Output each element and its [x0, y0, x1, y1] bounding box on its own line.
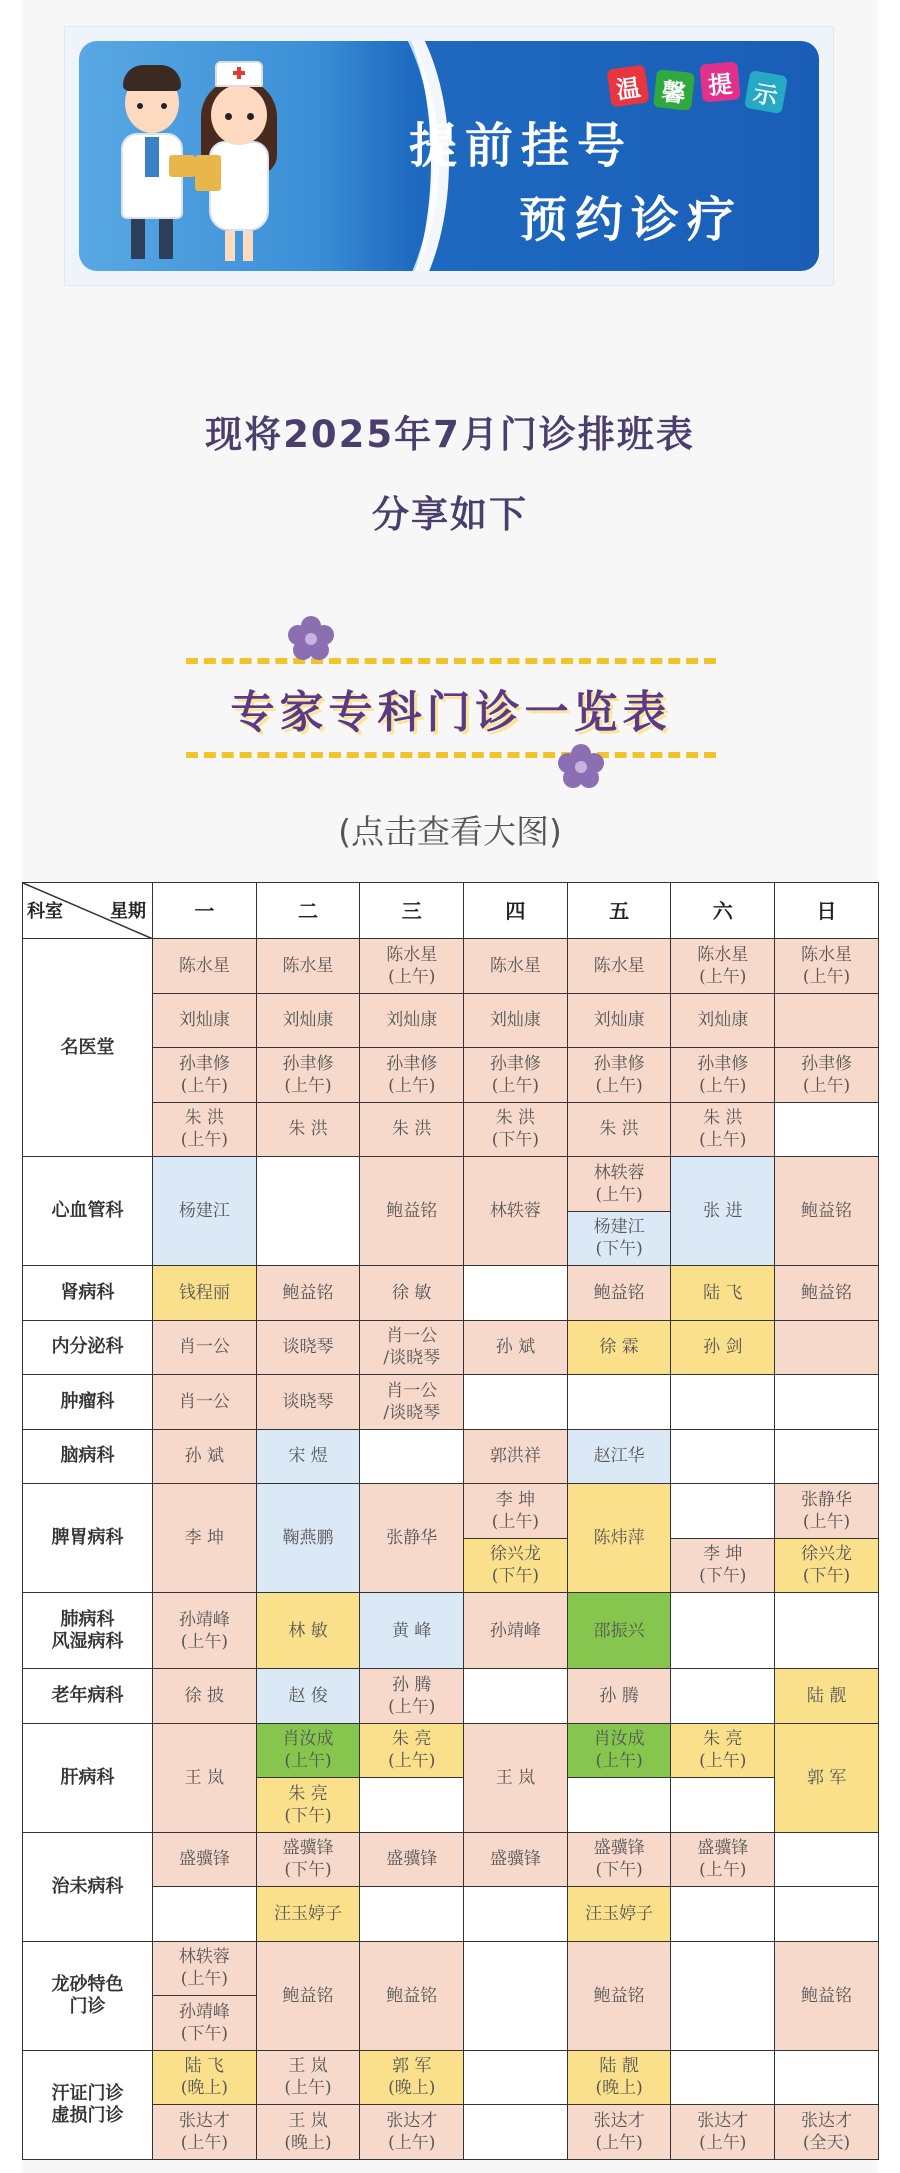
schedule-cell: 朱 洪 — [256, 1102, 360, 1157]
schedule-cell-empty — [671, 1429, 775, 1484]
schedule-cell: 鲍益铭 — [256, 1941, 360, 2050]
schedule-cell: 陈水星 (上午) — [775, 939, 879, 994]
schedule-cell: 孙 腾 — [567, 1669, 671, 1724]
schedule-cell: 王 岚 — [153, 1723, 257, 1832]
schedule-cell: 陈水星 — [464, 939, 568, 994]
schedule-cell: 鞠燕鹏 — [256, 1484, 360, 1593]
table-row — [23, 1375, 879, 1430]
day-header: 一 — [153, 883, 257, 939]
schedule-cell: 陈水星 (上午) — [671, 939, 775, 994]
schedule-cell: 孙聿修 (上午) — [671, 1048, 775, 1103]
dept-zhiwei: 治未病科 — [23, 1832, 153, 1941]
tip-char: 温 — [607, 65, 650, 108]
section-header — [186, 652, 716, 762]
schedule-cell: 朱 洪 (上午) — [671, 1102, 775, 1157]
table-row — [23, 1669, 879, 1724]
schedule-cell: 鲍益铭 — [567, 1941, 671, 2050]
schedule-cell: 杨建江 (下午) — [567, 1211, 671, 1266]
schedule-cell-empty — [360, 1778, 464, 1833]
schedule-cell: 徐 披 — [153, 1669, 257, 1724]
schedule-cell: 朱 洪 — [360, 1102, 464, 1157]
schedule-cell-empty — [464, 2105, 568, 2160]
schedule-cell-empty — [464, 1266, 568, 1321]
schedule-cell: 鲍益铭 — [360, 1157, 464, 1266]
schedule-cell: 朱 亮 (上午) — [671, 1723, 775, 1778]
schedule-cell: 肖汝成 (上午) — [567, 1723, 671, 1778]
schedule-cell: 黄 峰 — [360, 1593, 464, 1669]
schedule-cell: 赵江华 — [567, 1429, 671, 1484]
table-row — [23, 2050, 879, 2105]
schedule-cell-empty — [671, 1887, 775, 1942]
corner-dept-label: 科室 — [27, 901, 63, 922]
schedule-cell: 鲍益铭 — [360, 1941, 464, 2050]
schedule-cell: 肖一公 — [153, 1375, 257, 1430]
flower-icon — [288, 616, 334, 662]
schedule-cell-empty — [671, 1778, 775, 1833]
schedule-cell-empty — [360, 1429, 464, 1484]
schedule-cell: 林轶蓉 (上午) — [567, 1157, 671, 1212]
table-row — [23, 1429, 879, 1484]
schedule-cell: 汪玉婷子 — [567, 1887, 671, 1942]
schedule-cell: 钱程丽 — [153, 1266, 257, 1321]
schedule-cell: 孙聿修 (上午) — [360, 1048, 464, 1103]
schedule-cell-empty — [775, 1320, 879, 1375]
schedule-cell-empty — [567, 1778, 671, 1833]
banner-title-line1: 提前挂号 — [409, 118, 634, 174]
schedule-cell: 刘灿康 — [360, 993, 464, 1048]
schedule-cell-empty — [671, 1941, 775, 2050]
day-header: 日 — [775, 883, 879, 939]
schedule-cell-empty — [775, 1429, 879, 1484]
banner-title-line2: 预约诊疗 — [519, 192, 744, 248]
schedule-cell: 孙聿修 (上午) — [256, 1048, 360, 1103]
schedule-cell-empty — [775, 1375, 879, 1430]
dept-longsha: 龙砂特色 门诊 — [23, 1941, 153, 2050]
schedule-cell: 孙 斌 — [153, 1429, 257, 1484]
dept-mingyitang: 名医堂 — [23, 939, 153, 1157]
schedule-cell: 肖一公 /谈晓琴 — [360, 1320, 464, 1375]
schedule-cell: 鲍益铭 — [775, 1941, 879, 2050]
dashed-divider — [186, 658, 716, 664]
schedule-cell-empty — [464, 1375, 568, 1430]
schedule-cell-empty — [671, 2050, 775, 2105]
schedule-cell: 孙靖峰 — [464, 1593, 568, 1669]
table-row — [23, 1320, 879, 1375]
schedule-cell: 张达才 (上午) — [567, 2105, 671, 2160]
tip-char: 馨 — [653, 69, 695, 111]
table-row — [23, 1723, 879, 1778]
schedule-cell: 张 进 — [671, 1157, 775, 1266]
day-header: 六 — [671, 883, 775, 939]
schedule-cell: 杨建江 — [153, 1157, 257, 1266]
dept-xinxueguan: 心血管科 — [23, 1157, 153, 1266]
schedule-cell: 郭 军 — [775, 1723, 879, 1832]
headline-line1: 现将2025年7月门诊排班表 — [205, 413, 695, 456]
reminder-banner[interactable] — [64, 26, 834, 286]
schedule-cell: 盛骥锋 — [360, 1832, 464, 1887]
schedule-cell: 刘灿康 — [256, 993, 360, 1048]
schedule-cell: 孙聿修 (上午) — [464, 1048, 568, 1103]
schedule-cell-empty — [671, 1593, 775, 1669]
dept-feibing: 肺病科 风湿病科 — [23, 1593, 153, 1669]
schedule-cell: 陆 靓 — [775, 1669, 879, 1724]
schedule-cell: 朱 亮 (上午) — [360, 1723, 464, 1778]
schedule-cell: 郭 军 (晚上) — [360, 2050, 464, 2105]
schedule-cell-empty — [464, 1669, 568, 1724]
schedule-cell: 赵 俊 — [256, 1669, 360, 1724]
schedule-cell: 林轶蓉 — [464, 1157, 568, 1266]
schedule-cell: 孙聿修 (上午) — [775, 1048, 879, 1103]
dept-zhongliu: 肿瘤科 — [23, 1375, 153, 1430]
schedule-cell-empty — [464, 1887, 568, 1942]
table-row — [23, 1266, 879, 1321]
schedule-cell: 张静华 — [360, 1484, 464, 1593]
dept-piwei: 脾胃病科 — [23, 1484, 153, 1593]
schedule-cell: 徐 霖 — [567, 1320, 671, 1375]
schedule-cell-empty — [360, 1887, 464, 1942]
table-row — [23, 1941, 879, 1996]
dept-shenbing: 肾病科 — [23, 1266, 153, 1321]
schedule-cell: 宋 煜 — [256, 1429, 360, 1484]
schedule-cell: 孙 腾 (上午) — [360, 1669, 464, 1724]
flower-icon — [558, 744, 604, 790]
schedule-cell: 孙靖峰 (下午) — [153, 1996, 257, 2051]
schedule-cell: 陆 飞 (晚上) — [153, 2050, 257, 2105]
schedule-cell-empty — [153, 1887, 257, 1942]
table-row — [23, 1484, 879, 1539]
corner-day-label: 星期 — [110, 901, 146, 922]
schedule-cell: 李 坤 — [153, 1484, 257, 1593]
schedule-cell-empty — [775, 2050, 879, 2105]
schedule-cell: 王 岚 (晚上) — [256, 2105, 360, 2160]
schedule-table[interactable] — [22, 882, 879, 2160]
schedule-cell: 朱 亮 (下午) — [256, 1778, 360, 1833]
schedule-cell: 孙聿修 (上午) — [567, 1048, 671, 1103]
schedule-cell: 汪玉婷子 — [256, 1887, 360, 1942]
schedule-cell-empty — [775, 1832, 879, 1887]
schedule-cell: 鲍益铭 — [775, 1157, 879, 1266]
banner-panel — [79, 41, 819, 271]
schedule-cell: 刘灿康 — [153, 993, 257, 1048]
schedule-cell: 徐兴龙 (下午) — [464, 1538, 568, 1593]
schedule-cell: 谈晓琴 — [256, 1320, 360, 1375]
schedule-cell: 张达才 (上午) — [360, 2105, 464, 2160]
schedule-cell: 徐 敏 — [360, 1266, 464, 1321]
dashed-divider — [186, 752, 716, 758]
table-row — [23, 1832, 879, 1887]
schedule-cell: 郭洪祥 — [464, 1429, 568, 1484]
schedule-cell: 陈炜萍 — [567, 1484, 671, 1593]
schedule-cell: 朱 洪 (上午) — [153, 1102, 257, 1157]
dept-naobing: 脑病科 — [23, 1429, 153, 1484]
schedule-cell: 张达才 (全天) — [775, 2105, 879, 2160]
tip-char: 提 — [699, 61, 740, 102]
schedule-cell: 刘灿康 — [567, 993, 671, 1048]
schedule-cell: 林 敏 — [256, 1593, 360, 1669]
dept-neifenmi: 内分泌科 — [23, 1320, 153, 1375]
schedule-cell-empty — [671, 1669, 775, 1724]
schedule-cell: 陈水星 — [567, 939, 671, 994]
schedule-cell: 王 岚 — [464, 1723, 568, 1832]
dept-ganbing: 肝病科 — [23, 1723, 153, 1832]
day-header: 五 — [567, 883, 671, 939]
headline-line2: 分享如下 — [372, 493, 528, 536]
schedule-cell-empty — [775, 1593, 879, 1669]
schedule-cell: 陆 飞 — [671, 1266, 775, 1321]
schedule-cell: 孙 斌 — [464, 1320, 568, 1375]
schedule-cell: 谈晓琴 — [256, 1375, 360, 1430]
schedule-cell: 陈水星 (上午) — [360, 939, 464, 994]
schedule-cell: 盛骥锋 (下午) — [567, 1832, 671, 1887]
day-header: 二 — [256, 883, 360, 939]
schedule-cell: 刘灿康 — [671, 993, 775, 1048]
schedule-cell: 陆 靓 (晚上) — [567, 2050, 671, 2105]
schedule-cell: 孙聿修 (上午) — [153, 1048, 257, 1103]
table-row — [23, 1157, 879, 1212]
table-row — [23, 939, 879, 994]
schedule-cell-empty — [464, 2050, 568, 2105]
schedule-cell-empty — [775, 1102, 879, 1157]
schedule-cell: 李 坤 (下午) — [671, 1538, 775, 1593]
dept-laonian: 老年病科 — [23, 1669, 153, 1724]
table-row — [23, 1593, 879, 1669]
schedule-cell: 盛骥锋 (上午) — [671, 1832, 775, 1887]
nurse-icon — [191, 55, 287, 265]
table-header-row — [23, 883, 879, 939]
section-title: 专家专科门诊一览表 — [230, 687, 672, 738]
day-header: 三 — [360, 883, 464, 939]
view-large-image-caption[interactable]: (点击查看大图) — [338, 812, 562, 851]
schedule-cell: 鲍益铭 — [567, 1266, 671, 1321]
schedule-cell: 林轶蓉 (上午) — [153, 1941, 257, 1996]
schedule-cell: 肖一公 /谈晓琴 — [360, 1375, 464, 1430]
schedule-cell: 盛骥锋 — [153, 1832, 257, 1887]
day-header: 四 — [464, 883, 568, 939]
schedule-cell-empty — [567, 1375, 671, 1430]
schedule-cell: 鲍益铭 — [256, 1266, 360, 1321]
corner-header — [23, 883, 153, 939]
dept-hanzheng: 汗证门诊 虚损门诊 — [23, 2050, 153, 2159]
schedule-cell: 肖一公 — [153, 1320, 257, 1375]
schedule-cell: 朱 洪 — [567, 1102, 671, 1157]
schedule-cell: 邵振兴 — [567, 1593, 671, 1669]
schedule-cell-empty — [775, 1887, 879, 1942]
schedule-cell: 刘灿康 — [464, 993, 568, 1048]
schedule-cell: 徐兴龙 (下午) — [775, 1538, 879, 1593]
schedule-cell-empty — [464, 1941, 568, 2050]
schedule-cell: 肖汝成 (上午) — [256, 1723, 360, 1778]
male-doctor-icon — [107, 59, 197, 264]
schedule-cell-empty — [775, 993, 879, 1048]
schedule-cell: 陈水星 — [256, 939, 360, 994]
schedule-cell-empty — [671, 1484, 775, 1539]
schedule-cell: 李 坤 (上午) — [464, 1484, 568, 1539]
schedule-cell: 朱 洪 (下午) — [464, 1102, 568, 1157]
schedule-cell: 陈水星 — [153, 939, 257, 994]
tip-char: 示 — [744, 70, 788, 114]
schedule-cell: 王 岚 (上午) — [256, 2050, 360, 2105]
schedule-cell: 鲍益铭 — [775, 1266, 879, 1321]
schedule-cell-empty — [256, 1157, 360, 1266]
schedule-cell: 张静华 (上午) — [775, 1484, 879, 1539]
schedule-cell: 孙 剑 — [671, 1320, 775, 1375]
schedule-cell-empty — [671, 1375, 775, 1430]
schedule-cell: 张达才 (上午) — [153, 2105, 257, 2160]
schedule-cell: 张达才 (上午) — [671, 2105, 775, 2160]
schedule-cell: 孙靖峰 (上午) — [153, 1593, 257, 1669]
schedule-cell: 盛骥锋 (下午) — [256, 1832, 360, 1887]
schedule-cell: 盛骥锋 — [464, 1832, 568, 1887]
